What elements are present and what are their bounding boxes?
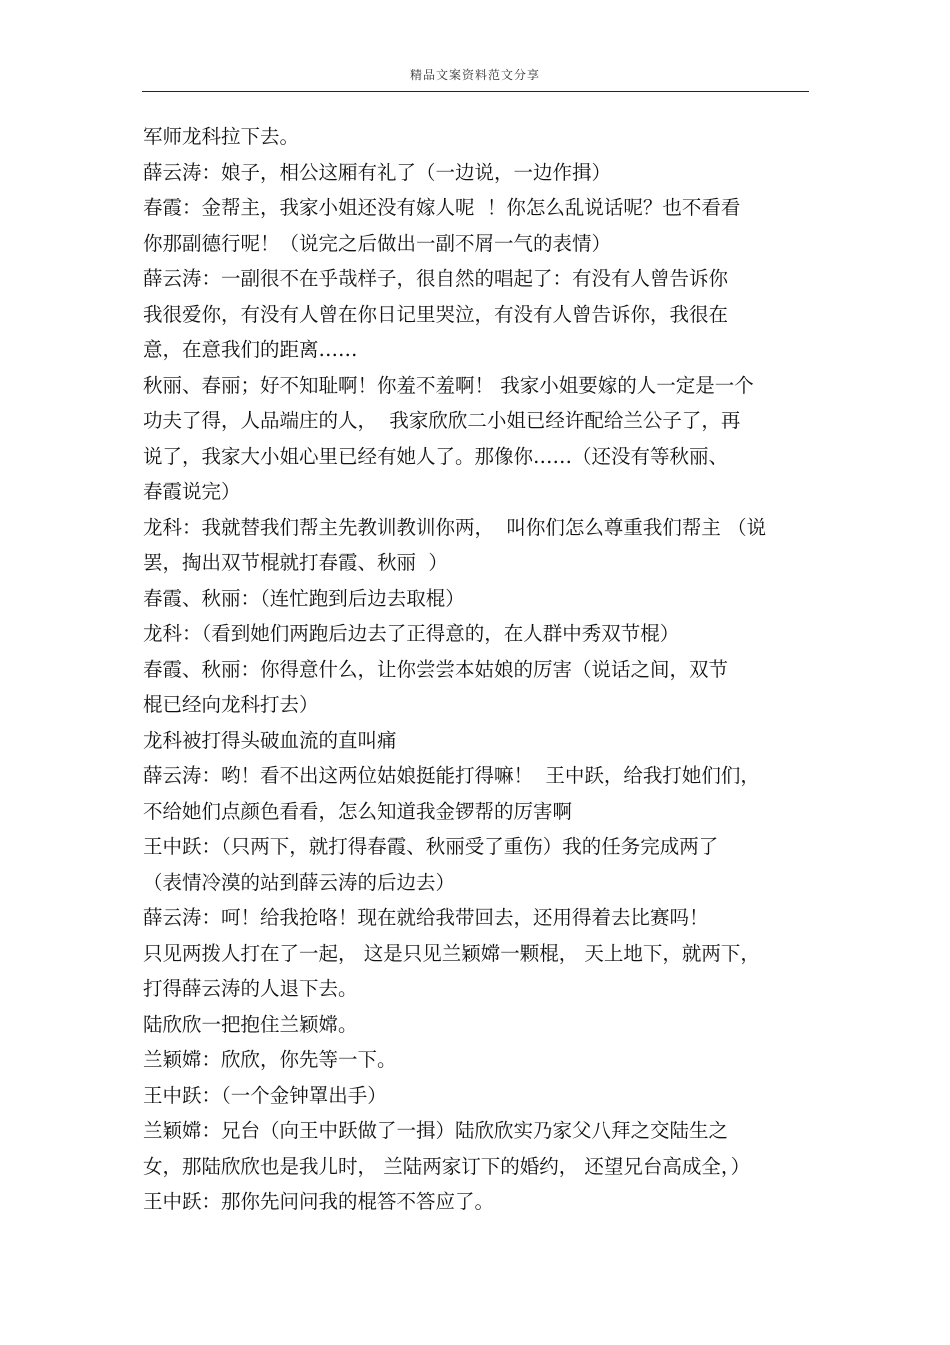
page-header: 精品文案资料范文分享 <box>409 68 540 82</box>
text-line: 罢，掏出双节棍就打春霞、秋丽 ） <box>143 551 448 574</box>
text-line: 兰颖嫦：兄台（向王中跃做了一揖）陆欣欣实乃家父八拜之交陆生之 <box>143 1119 729 1142</box>
text-line: 春霞说完） <box>143 480 241 503</box>
text-line: 王中跃：那你先问问我的棍答不答应了。 <box>143 1190 495 1213</box>
text-line: 棍已经向龙科打去） <box>143 693 319 716</box>
text-line: 功夫了得，人品端庄的人， 我家欣欣二小姐已经许配给兰公子了，再 <box>143 409 741 432</box>
text-line: 打得薛云涛的人退下去。 <box>143 977 358 1000</box>
text-line: 薛云涛：一副很不在乎哉样子，很自然的唱起了：有没有人曾告诉你 <box>143 267 729 290</box>
text-line: 薛云涛：娘子，相公这厢有礼了（一边说，一边作揖） <box>143 160 612 184</box>
text-line: 春霞、秋丽：你得意什么，让你尝尝本姑娘的厉害（说话之间，双节 <box>143 657 729 681</box>
text-line: （表情冷漠的站到薛云涛的后边去） <box>143 870 456 894</box>
text-line: 秋丽、春丽；好不知耻啊！你羞不羞啊！ 我家小姐要嫁的人一定是一个 <box>143 373 754 397</box>
text-line: 薛云涛：呵！给我抢咯！现在就给我带回去，还用得着去比赛吗！ <box>143 906 709 929</box>
text-line: 兰颖嫦：欣欣，你先等一下。 <box>143 1048 397 1071</box>
text-line: 龙科：（看到她们两跑后边去了正得意的，在人群中秀双节棍） <box>143 622 680 645</box>
text-line: 王中跃：（只两下，就打得春霞、秋丽受了重伤）我的任务完成两了 <box>143 835 719 858</box>
text-line: 你那副德行呢！（说完之后做出一副不屑一气的表情） <box>143 231 612 255</box>
text-line: 我很爱你，有没有人曾在你日记里哭泣，有没有人曾告诉你，我很在 <box>143 302 729 326</box>
text-line: 军师龙科拉下去。 <box>143 125 300 148</box>
text-line: 龙科：我就替我们帮主先教训教训你两， 叫你们怎么尊重我们帮主 （说 <box>143 515 767 539</box>
text-line: 意，在意我们的距离…… <box>143 338 358 361</box>
text-line: 不给她们点颜色看看，怎么知道我金锣帮的厉害啊 <box>143 799 573 823</box>
text-line: 陆欣欣一把抱住兰颖嫦。 <box>143 1012 358 1036</box>
header-divider <box>142 91 809 92</box>
text-line: 春霞：金帮主，我家小姐还没有嫁人呢 ！你怎么乱说话呢？也不看看 <box>143 196 741 219</box>
text-line: 龙科被打得头破血流的直叫痛 <box>143 728 397 752</box>
text-line: 只见两拨人打在了一起， 这是只见兰颖嫦一颗棍， 天上地下，就两下， <box>143 941 760 965</box>
text-line: 说了，我家大小姐心里已经有她人了。那像你……（还没有等秋丽、 <box>143 444 729 468</box>
document-body <box>143 119 811 1220</box>
text-line: 女，那陆欣欣也是我儿时， 兰陆两家订下的婚约， 还望兄台高成全，） <box>143 1154 751 1178</box>
text-line: 薛云涛：哟！看不出这两位姑娘挺能打得嘛！ 王中跃，给我打她们们， <box>143 764 760 787</box>
text-line: 王中跃：（一个金钟罩出手） <box>143 1083 387 1107</box>
text-line: 春霞、秋丽：（连忙跑到后边去取棍） <box>143 586 465 610</box>
